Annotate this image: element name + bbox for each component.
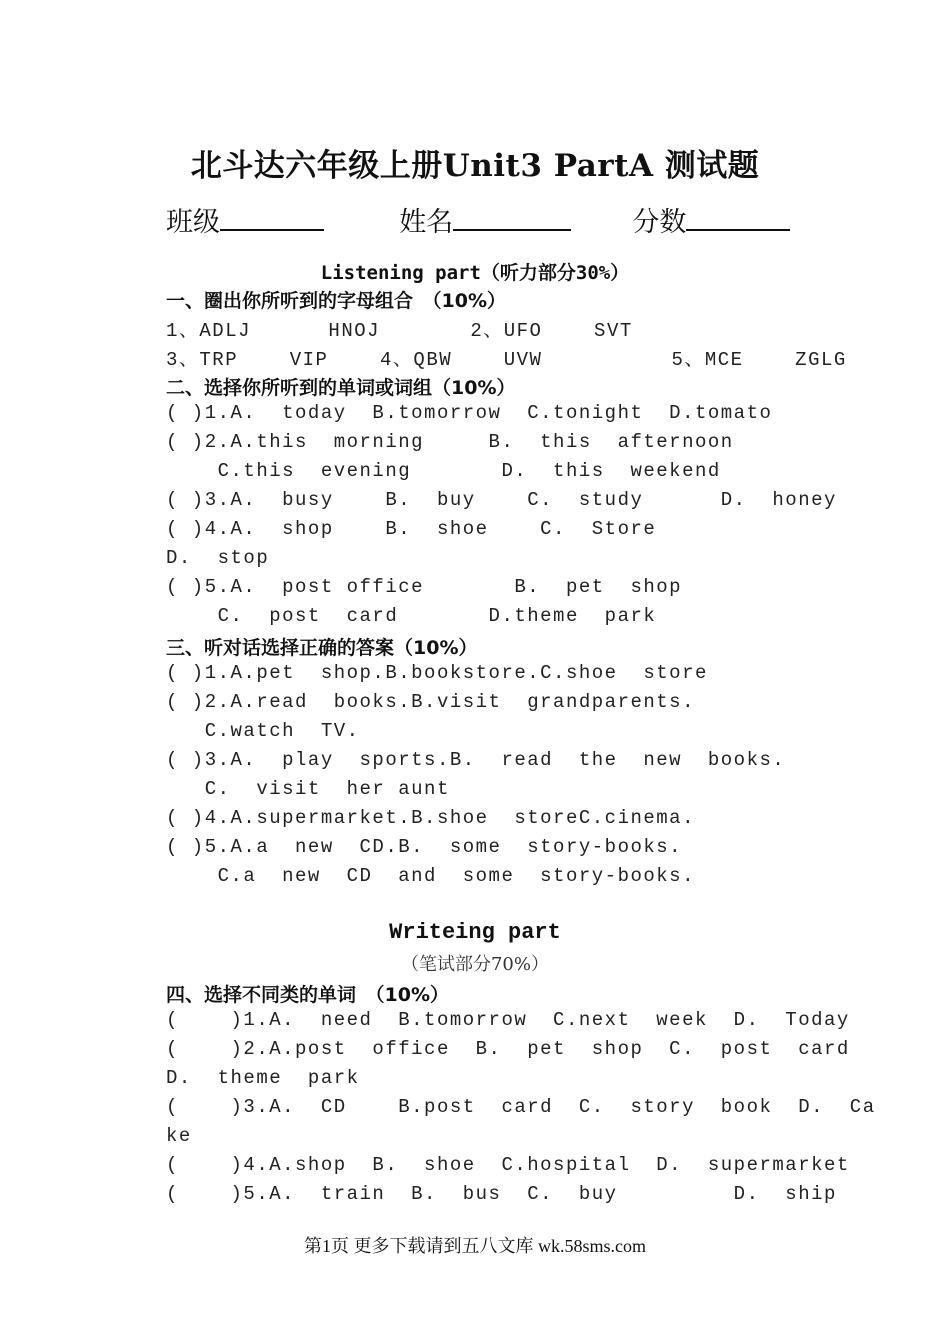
question-line: C.watch TV. bbox=[166, 720, 360, 742]
score-blank[interactable] bbox=[686, 207, 790, 231]
section4-heading: 四、选择不同类的单词 （10%） bbox=[166, 984, 449, 1006]
question-line: ( )3.A. CD B.post card C. story book D. Ca bbox=[166, 1096, 876, 1118]
section3-heading: 三、听对话选择正确的答案（10%） bbox=[166, 637, 478, 659]
question-line: C. post card D.theme park bbox=[166, 605, 657, 627]
page-title: 北斗达六年级上册Unit3 PartA 测试题 bbox=[190, 148, 760, 184]
question-line: C.this evening D. this weekend bbox=[166, 460, 721, 482]
question-line: D. theme park bbox=[166, 1067, 360, 1089]
name-label: 姓名 bbox=[399, 207, 454, 238]
question-line: ( )1.A. today B.tomorrow C.tonight D.tomato bbox=[166, 402, 773, 424]
question-line: ( )1.A.pet shop.B.bookstore.C.shoe store bbox=[166, 662, 708, 684]
question-line: ( )4.A.supermarket.B.shoe storeC.cinema. bbox=[166, 807, 695, 829]
class-label: 班级 bbox=[166, 207, 220, 238]
question-line: ( )5.A. post office B. pet shop bbox=[166, 576, 683, 598]
section2-heading: 二、选择你所听到的单词或词组（10%） bbox=[166, 377, 516, 399]
question-line: ( )2.A.post office B. pet shop C. post card bbox=[166, 1038, 850, 1060]
writing-subheader: （笔试部分70%） bbox=[400, 954, 549, 975]
question-line: ( )2.A.read books.B.visit grandparents. bbox=[166, 691, 695, 713]
question-line: C. visit her aunt bbox=[166, 778, 450, 800]
listening-header: Listening part（听力部分30%） bbox=[320, 262, 630, 284]
question-line: ( )4.A.shop B. shoe C.hospital D. supermarket bbox=[166, 1154, 850, 1176]
section1-line: 3、TRP VIP 4、QBW UVW 5、MCE ZGLG bbox=[166, 349, 847, 371]
question-line: C.a new CD and some story-books. bbox=[166, 865, 695, 887]
section1-heading: 一、圈出你所听到的字母组合 （10%） bbox=[166, 290, 506, 312]
question-line: ( )3.A. busy B. buy C. study D. honey bbox=[166, 489, 837, 511]
class-blank[interactable] bbox=[220, 207, 324, 231]
question-line: ke bbox=[166, 1125, 192, 1147]
student-info-row bbox=[166, 200, 790, 239]
question-line: D. stop bbox=[166, 547, 270, 569]
score-label: 分数 bbox=[632, 207, 687, 238]
question-line: ( )3.A. play sports.B. read the new books. bbox=[166, 749, 786, 771]
name-blank[interactable] bbox=[453, 207, 571, 231]
question-line: ( )2.A.this morning B. this afternoon bbox=[166, 431, 734, 453]
question-line: ( )4.A. shop B. shoe C. Store bbox=[166, 518, 657, 540]
question-line: ( )5.A.a new CD.B. some story-books. bbox=[166, 836, 683, 858]
question-line: ( )5.A. train B. bus C. buy D. ship bbox=[166, 1183, 837, 1205]
writing-header: Writeing part bbox=[389, 920, 561, 945]
page-footer: 第1页 更多下载请到五八文库 wk.58sms.com bbox=[304, 1236, 646, 1256]
question-line: ( )1.A. need B.tomorrow C.next week D. Today bbox=[166, 1009, 850, 1031]
section1-line: 1、ADLJ HNOJ 2、UFO SVT bbox=[166, 320, 633, 342]
